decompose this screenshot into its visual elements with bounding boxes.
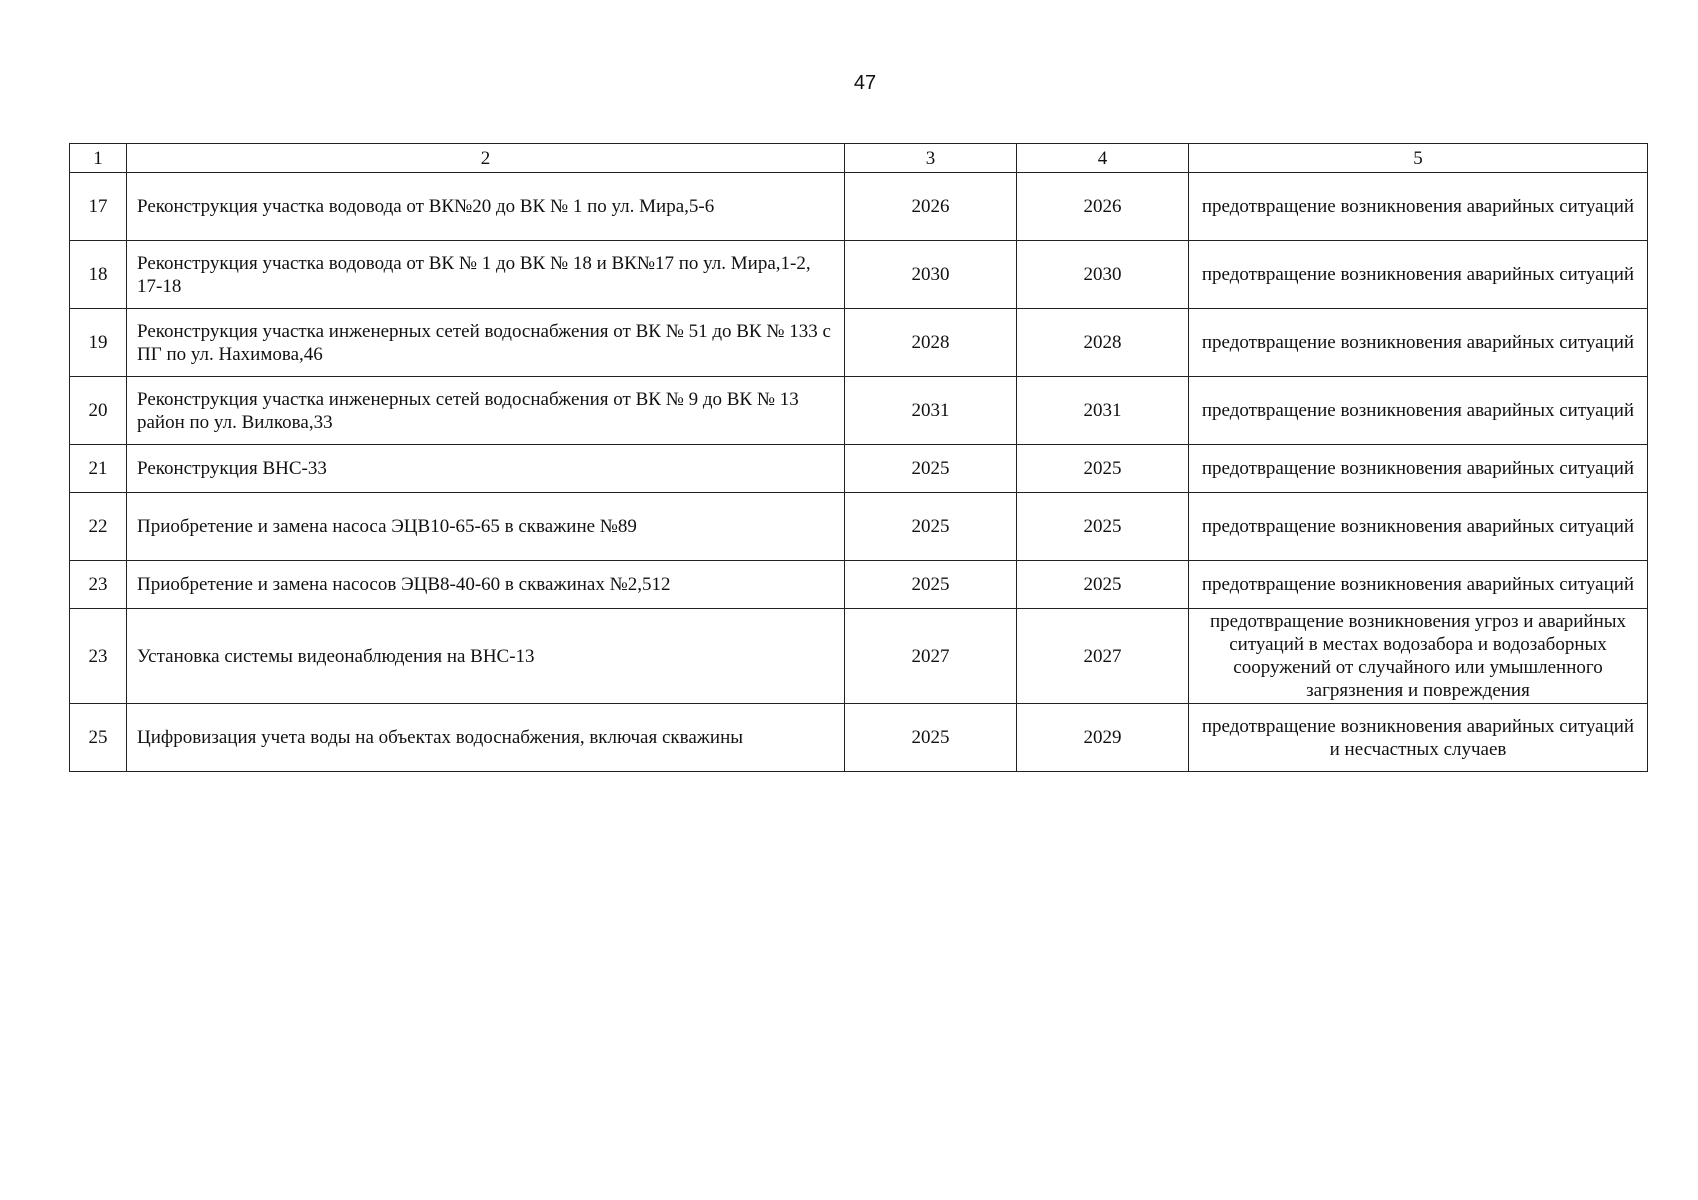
end-year: 2025: [1017, 445, 1189, 493]
row-number: 19: [70, 309, 127, 377]
table-row: [70, 493, 1648, 561]
goal-text: предотвращение возникновения аварийных ситуаций и несчастных случаев: [1189, 704, 1648, 772]
goal-text: предотвращение возникновения аварийных ситуаций: [1189, 561, 1648, 609]
start-year: 2027: [845, 609, 1017, 704]
header-cell: 4: [1017, 144, 1189, 173]
measure-name: Приобретение и замена насосов ЭЦВ8-40-60 в скважинах №2,512: [127, 561, 845, 609]
table-row: [70, 173, 1648, 241]
measure-name: Реконструкция участка водовода от ВК№20 до ВК № 1 по ул. Мира,5-6: [127, 173, 845, 241]
goal-text: предотвращение возникновения аварийных ситуаций: [1189, 377, 1648, 445]
header-cell: 2: [127, 144, 845, 173]
measure-name: Приобретение и замена насоса ЭЦВ10-65-65 в скважине №89: [127, 493, 845, 561]
goal-text: предотвращение возникновения аварийных ситуаций: [1189, 445, 1648, 493]
start-year: 2025: [845, 704, 1017, 772]
page-number: 47: [853, 72, 877, 94]
goal-text: предотвращение возникновения аварийных ситуаций: [1189, 309, 1648, 377]
end-year: 2028: [1017, 309, 1189, 377]
end-year: 2030: [1017, 241, 1189, 309]
row-number: 23: [70, 609, 127, 704]
goal-text: предотвращение возникновения угроз и аварийных ситуаций в местах водозабора и водозаборных сооружений от случайного или умышленного загрязнения и повреждения: [1189, 609, 1648, 704]
measure-name: Реконструкция участка инженерных сетей водоснабжения от ВК № 51 до ВК № 133 с ПГ по ул. Нахимова,46: [127, 309, 845, 377]
measure-name: Реконструкция участка инженерных сетей водоснабжения от ВК № 9 до ВК № 13 район по ул. Вилкова,33: [127, 377, 845, 445]
goal-text: предотвращение возникновения аварийных ситуаций: [1189, 241, 1648, 309]
measure-name: Реконструкция участка водовода от ВК № 1 до ВК № 18 и ВК№17 по ул. Мира,1-2, 17-18: [127, 241, 845, 309]
start-year: 2030: [845, 241, 1017, 309]
start-year: 2026: [845, 173, 1017, 241]
header-cell: 5: [1189, 144, 1648, 173]
end-year: 2026: [1017, 173, 1189, 241]
header-cell: 1: [70, 144, 127, 173]
table-row: [70, 241, 1648, 309]
header-cell: 3: [845, 144, 1017, 173]
table-row: [70, 704, 1648, 772]
measure-name: Цифровизация учета воды на объектах водоснабжения, включая скважины: [127, 704, 845, 772]
start-year: 2025: [845, 493, 1017, 561]
goal-text: предотвращение возникновения аварийных ситуаций: [1189, 493, 1648, 561]
goal-text: предотвращение возникновения аварийных ситуаций: [1189, 173, 1648, 241]
row-number: 25: [70, 704, 127, 772]
measure-name: Установка системы видеонаблюдения на ВНС-13: [127, 609, 845, 704]
end-year: 2025: [1017, 561, 1189, 609]
end-year: 2025: [1017, 493, 1189, 561]
table-row: [70, 609, 1648, 704]
row-number: 23: [70, 561, 127, 609]
table-row: [70, 309, 1648, 377]
row-number: 21: [70, 445, 127, 493]
end-year: 2031: [1017, 377, 1189, 445]
end-year: 2029: [1017, 704, 1189, 772]
table-row: [70, 377, 1648, 445]
table-row: [70, 445, 1648, 493]
row-number: 17: [70, 173, 127, 241]
plan-table: [69, 143, 1648, 772]
table-row: [70, 561, 1648, 609]
row-number: 22: [70, 493, 127, 561]
table-header-row: [70, 144, 1648, 173]
start-year: 2025: [845, 445, 1017, 493]
start-year: 2025: [845, 561, 1017, 609]
start-year: 2028: [845, 309, 1017, 377]
start-year: 2031: [845, 377, 1017, 445]
measure-name: Реконструкция ВНС-33: [127, 445, 845, 493]
end-year: 2027: [1017, 609, 1189, 704]
row-number: 18: [70, 241, 127, 309]
row-number: 20: [70, 377, 127, 445]
